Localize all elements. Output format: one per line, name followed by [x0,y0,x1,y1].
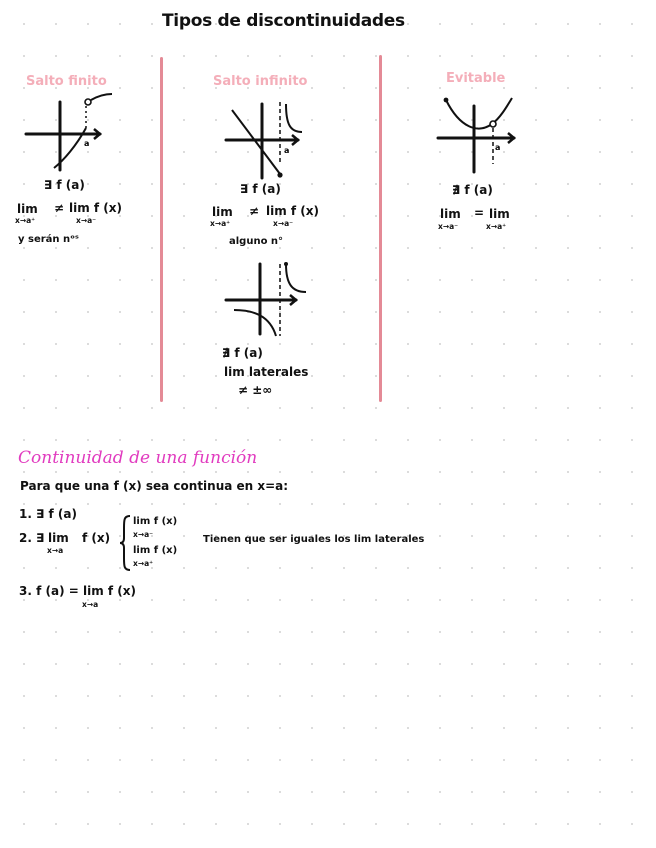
infinite-jump-graph-2 [222,260,322,342]
finite-jump-heading: Salto finito [26,74,107,89]
continuity-item-2-prefix: 2. ∃ [19,531,45,545]
finite-lim: lim [17,202,38,216]
infinite-lim2: lim f (x) [266,204,320,218]
avoidable-graph-label: a [495,143,501,152]
infinite-exists: ∃ f (a) [240,182,281,196]
continuity-item-2-lim: lim [48,531,69,545]
infinite-jump-heading: Salto infinito [213,74,308,89]
infinite-lateral-2: ≠ ±∞ [238,383,273,397]
continuity-intro: Para que una f (x) sea continua en x=a: [20,479,289,493]
finite-jump-graph [20,90,130,175]
continuity-brace-bottom-sub: x→a⁺ [133,559,154,568]
continuity-item-2-note: Tienen que ser iguales los lim laterales [203,534,425,545]
continuity-item-1: 1. ∃ f (a) [19,507,77,521]
avoidable-lim2: lim [489,207,510,221]
finite-lim2-sub: x→a⁻ [76,216,97,225]
continuity-item-3-sub: x→a [82,600,99,609]
continuity-brace-top: lim f (x) [133,516,178,527]
column-divider-right [379,55,382,402]
continuity-brace-bottom: lim f (x) [133,545,178,556]
finite-note: y serán nᵒˢ [18,234,79,245]
infinite-note: alguno n° [229,236,284,247]
infinite-lateral: lim laterales [224,365,309,379]
continuity-item-3: 3. f (a) = lim f (x) [19,584,136,598]
infinite-not-exists: ∄ f (a) [222,346,263,360]
infinite-lim2-sub: x→a⁻ [273,219,294,228]
infinite-jump-graph [222,98,322,183]
infinite-neq: ≠ [249,204,260,218]
continuity-item-2-lim-sub: x→a [47,546,64,555]
continuity-heading: Continuidad de una función [18,448,258,468]
avoidable-heading: Evitable [446,71,506,86]
infinite-graph-label: a [284,146,290,155]
curly-brace-icon [119,514,133,572]
avoidable-graph [432,92,532,177]
finite-graph-label: a [84,139,90,148]
finite-lim-sub: x→a⁺ [15,216,36,225]
finite-exists: ∃ f (a) [44,178,85,192]
finite-neq: ≠ [54,201,65,215]
avoidable-lim2-sub: x→a⁺ [486,222,507,231]
continuity-brace-top-sub: x→a⁻ [133,530,154,539]
avoidable-lim-sub: x→a⁻ [438,222,459,231]
infinite-lim: lim [212,205,233,219]
infinite-lim-sub: x→a⁺ [210,219,231,228]
avoidable-not-exists: ∄ f (a) [452,183,493,197]
avoidable-eq: = [474,206,485,220]
finite-lim2: lim f (x) [69,201,123,215]
continuity-item-2-fx: f (x) [82,531,111,545]
page-title: Tipos de discontinuidades [162,11,405,31]
column-divider-left [160,57,163,402]
avoidable-lim: lim [440,207,461,221]
